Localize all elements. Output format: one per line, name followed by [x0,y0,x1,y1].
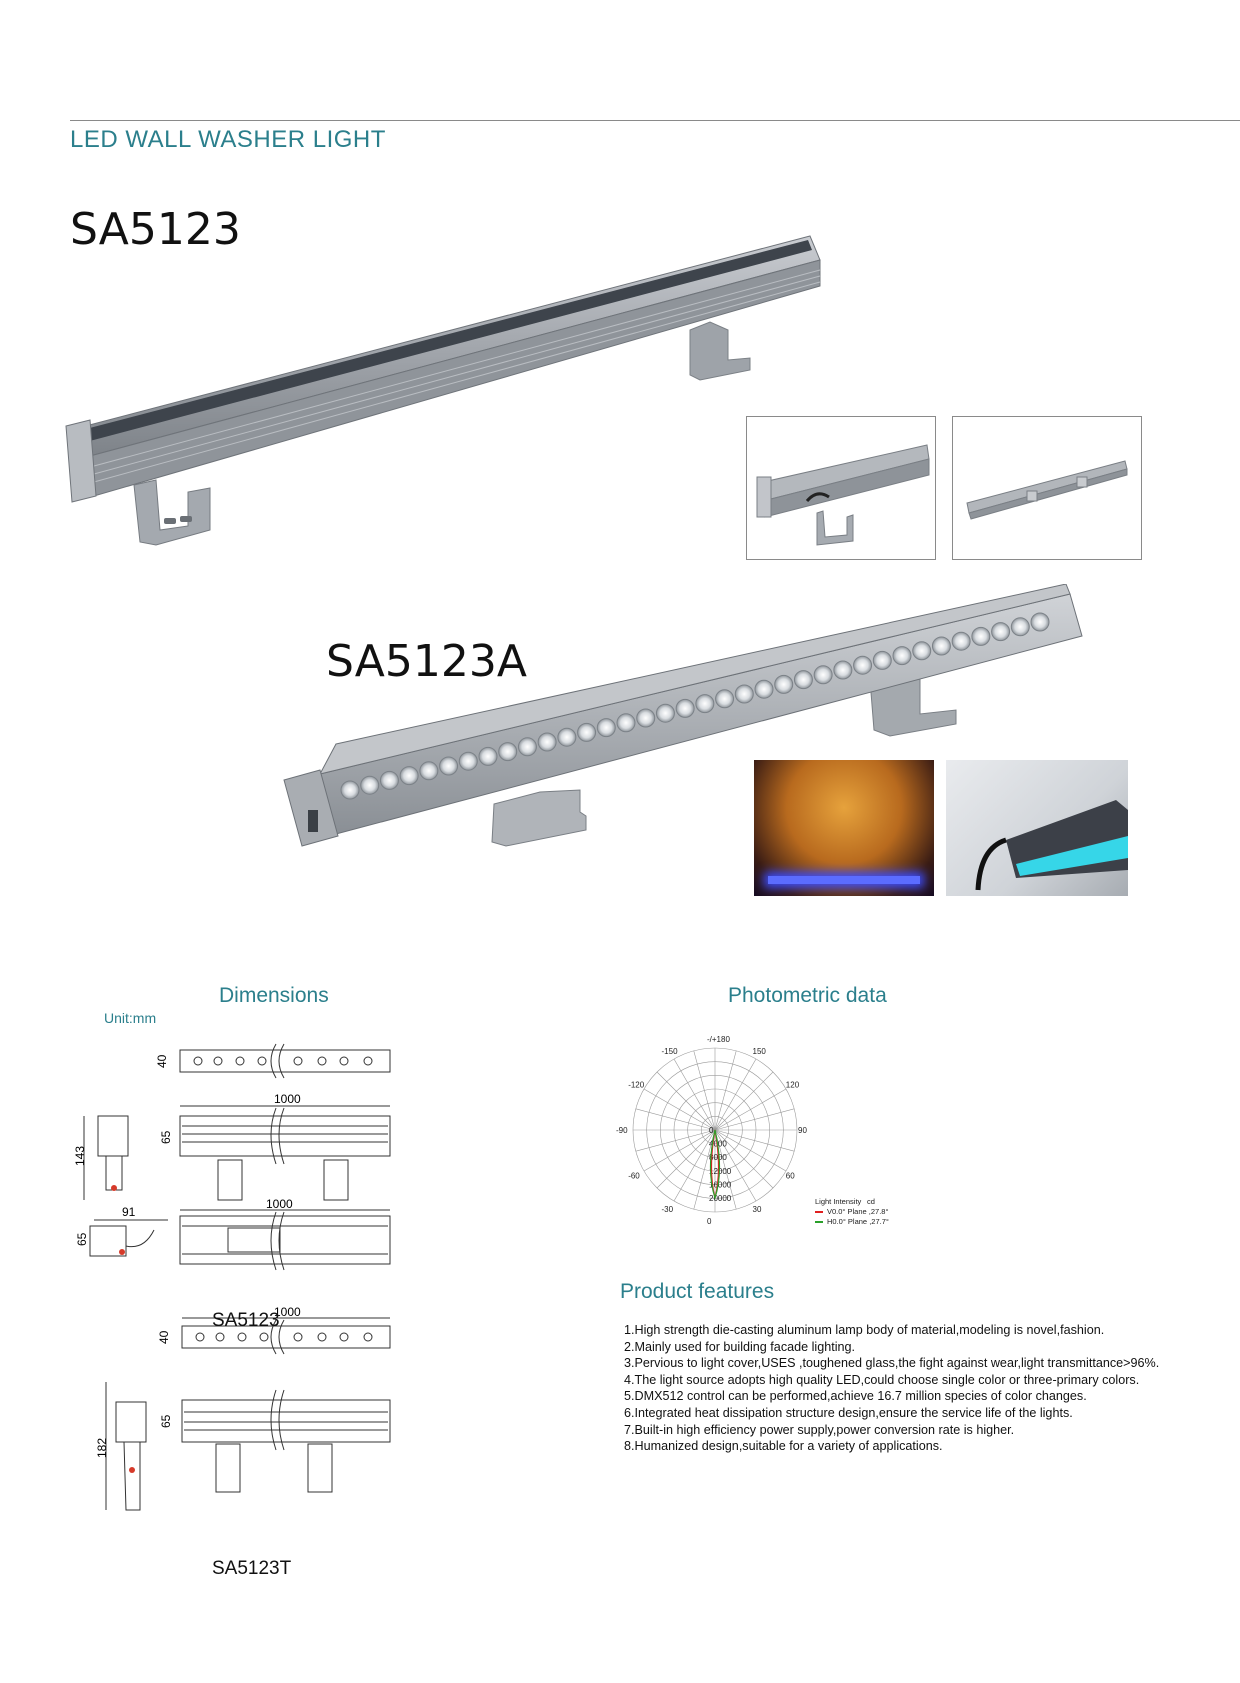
thumbnail-side-view [952,416,1142,560]
led-lens [597,719,615,737]
led-lens [696,695,714,713]
led-lens [400,767,418,785]
legend-title: Light Intensity [815,1197,862,1206]
polar-spoke [644,1089,715,1130]
led-lens [459,752,477,770]
led-lens [499,743,517,761]
dimension-drawings [70,1030,430,1550]
product-image-sa5123 [60,230,840,590]
feature-item: 3.Pervious to light cover,USES ,toughened glass,the fight against wear,light transmittance>96%. [624,1356,1160,1371]
led-lens [578,723,596,741]
blue-light-strip [768,876,920,884]
dim-label-d-height: 40 [157,1330,171,1344]
thumbnail-bracket-view [746,416,936,560]
led-lens [479,747,497,765]
led-lens [1011,618,1029,636]
feature-item: 5.DMX512 control can be performed,achieve 16.7 million species of color changes. [624,1389,1087,1404]
polar-spoke [657,1130,715,1188]
feature-item: 7.Built-in high efficiency power supply,power conversion rate is higher. [624,1422,1015,1437]
led-lens [361,776,379,794]
led-lens [952,632,970,650]
polar-angle-label: -150 [661,1047,678,1057]
connector-dot [111,1185,117,1191]
dim-label-e-height: 65 [159,1414,173,1428]
features-list [624,1322,1184,1455]
led-lens [637,709,655,727]
dim-label-a-height: 40 [155,1054,169,1068]
dim-label-b-height: 65 [159,1130,173,1144]
unit-label: Unit:mm [104,1010,157,1026]
caption-sa5123: SA5123 [212,1310,280,1331]
polar-angle-label: 90 [798,1126,807,1135]
led-lens [913,642,931,660]
photometric-title: Photometric data [728,984,887,1007]
dim-label-b-total: 143 [73,1145,87,1166]
led-lens [775,675,793,693]
led-lens [814,666,832,684]
dim-label-a-length: 1000 [274,1092,301,1106]
polar-radial-label: 0 [709,1126,714,1135]
caption-sa5123t: SA5123T [212,1558,292,1579]
polar-radial-label: 8000 [709,1153,727,1163]
legend-v-plane: V0.0° Plane ,27.8° [827,1207,889,1216]
led-lens [794,671,812,689]
led-lens [834,661,852,679]
model-title-sa5123a: SA5123A [326,636,527,687]
feature-item: 2.Mainly used for building facade lighting. [624,1339,856,1354]
led-lens [932,637,950,655]
feature-item: 1.High strength die-casting aluminum lamp body of material,modeling is novel,fashion. [624,1323,1105,1337]
led-lens [676,699,694,717]
polar-spoke [715,1059,756,1130]
dim-label-c-height: 65 [75,1232,89,1246]
led-lens [420,762,438,780]
polar-radial-label: 16000 [709,1180,732,1190]
led-lens [735,685,753,703]
polar-angle-label: 30 [752,1204,762,1214]
dim-label-d-length: 1000 [274,1305,301,1319]
polar-angle-label: -120 [628,1080,645,1090]
legend-swatch-h [815,1221,823,1223]
header-rule [70,120,1240,121]
photo-cyan-lit-fixture [946,760,1128,896]
dim-label-e-total: 182 [95,1437,109,1458]
polar-spoke [715,1072,773,1130]
photo-amber-wash [754,760,934,896]
page-title: LED WALL WASHER LIGHT [70,126,386,153]
feature-item: 6.Integrated heat dissipation structure design,ensure the service life of the lights. [624,1405,1073,1420]
led-lens [518,738,536,756]
led-lens [617,714,635,732]
feature-item: 8.Humanized design,suitable for a variety of applications. [624,1439,943,1454]
polar-spoke [644,1130,715,1171]
polar-spoke [715,1089,786,1130]
polar-spoke [674,1059,715,1130]
led-lens [716,690,734,708]
led-lens [380,771,398,789]
dim-label-c-length: 1000 [266,1197,293,1211]
led-lens [873,651,891,669]
led-lens [1031,613,1049,631]
led-lens [558,728,576,746]
polar-intensity-chart [615,1030,935,1240]
led-lens [893,647,911,665]
led-lens [755,680,773,698]
led-lens [538,733,556,751]
dimensions-title: Dimensions [219,984,329,1007]
features-title: Product features [620,1280,775,1303]
model-title-sa5123: SA5123 [70,204,241,255]
polar-angle-label: -30 [661,1204,674,1214]
legend-swatch-v [815,1211,823,1213]
polar-angle-label: 0 [707,1217,712,1226]
led-lens [992,623,1010,641]
led-lens [656,704,674,722]
connector-dot [129,1467,135,1473]
connector-dot [119,1249,125,1255]
polar-angle-label: -/+180 [707,1035,730,1044]
polar-spoke [715,1130,786,1171]
led-lens [854,656,872,674]
led-lens [972,627,990,645]
polar-angle-label: -60 [628,1171,640,1181]
legend-h-plane: H0.0° Plane ,27.7° [827,1217,889,1226]
led-lens [341,781,359,799]
polar-radial-label: 20000 [709,1194,732,1203]
polar-angle-label: 60 [785,1171,795,1181]
top-led-row-a [194,1057,372,1065]
polar-spoke [657,1072,715,1130]
polar-radial-label: 12000 [709,1166,732,1176]
feature-item: 4.The light source adopts high quality LED,could choose single color or three-primary colors. [624,1372,1140,1387]
dim-label-c-width: 91 [122,1205,136,1219]
polar-angle-label: 120 [785,1080,800,1090]
led-lens [440,757,458,775]
polar-angle-label: 150 [752,1047,766,1057]
polar-angle-label: -90 [616,1126,628,1135]
polar-radial-label: 4000 [709,1139,727,1149]
legend-unit: cd [867,1197,875,1206]
